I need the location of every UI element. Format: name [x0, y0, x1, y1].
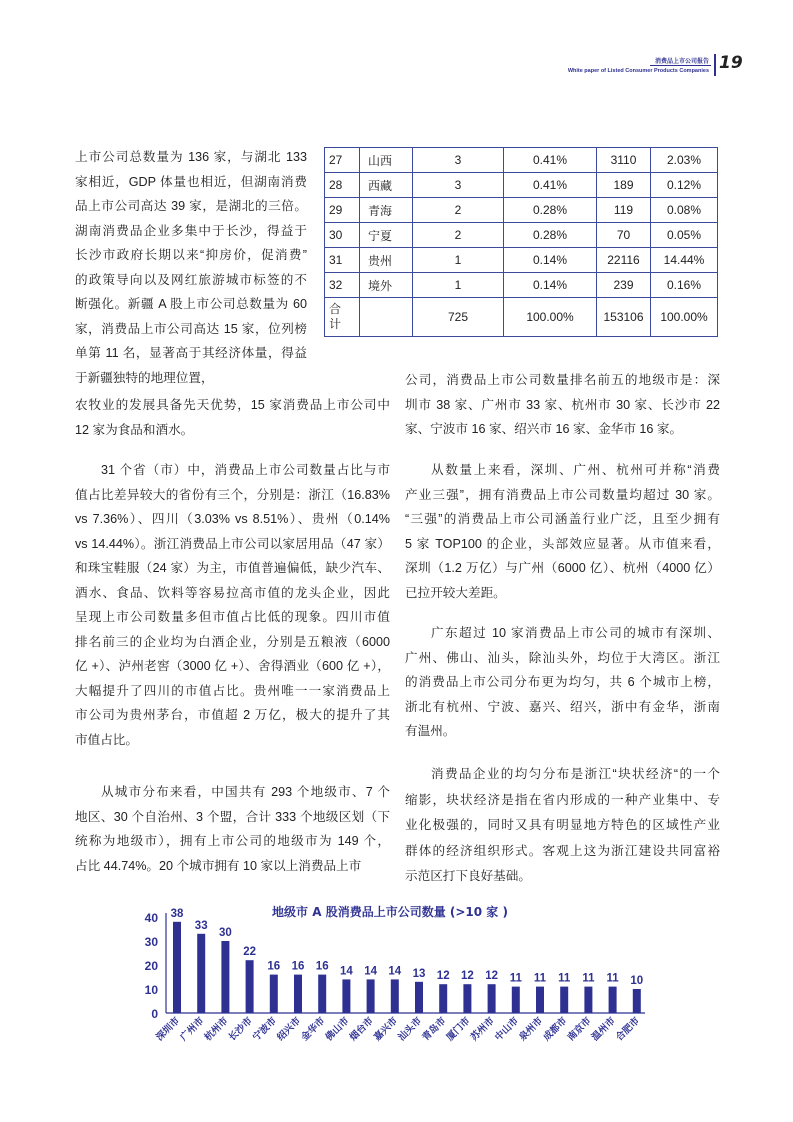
table-cell — [413, 223, 504, 248]
data-label: 14 — [388, 965, 402, 978]
cell-text: 0.08% — [666, 203, 702, 217]
text-line: 群体的经济组织形式。客观上这为浙江建设共同富裕 — [405, 843, 720, 858]
bar-杭州市 — [221, 941, 229, 1013]
text-line: 示范区打下良好基础。 — [405, 869, 531, 883]
paragraph-guangdong-zhejiang — [405, 621, 720, 744]
bar-泉州市 — [536, 987, 544, 1013]
text-line: 家、宁波市 16 家、绍兴市 16 家、金华市 16 家。 — [405, 422, 683, 436]
bar-长沙市 — [246, 960, 254, 1013]
cell-text: 0.05% — [666, 228, 702, 242]
cell-text: 西藏 — [368, 178, 393, 193]
x-tick-label: 嘉兴市 — [371, 1015, 400, 1044]
data-label: 33 — [194, 919, 208, 932]
bar-南京市 — [584, 987, 592, 1013]
paragraph-hunan-xinjiang — [75, 145, 307, 390]
text-line: 大幅提升了四川的市值占比。贵州唯一一家消费品上 — [75, 683, 390, 698]
table-cell — [597, 173, 651, 198]
bar-青岛市 — [439, 984, 447, 1013]
table-cell — [504, 273, 597, 298]
cell-text: 119 — [613, 203, 634, 217]
table-row — [325, 298, 718, 337]
table-cell — [413, 248, 504, 273]
cell-text: 32 — [329, 278, 343, 292]
cell-text: 725 — [447, 310, 469, 324]
x-tick-label: 广州市 — [178, 1015, 207, 1044]
text-line: 家，消费品上市公司高达 15 家，位列榜 — [75, 321, 307, 336]
cell-text: 28 — [329, 178, 343, 192]
text-line: 的政策导向以及网红旅游城市标签的不 — [75, 272, 307, 287]
text-line: 消费品企业的均匀分布是浙江“块状经济“的一个 — [431, 767, 720, 781]
x-tick-label: 宁波市 — [250, 1015, 279, 1044]
table-cell — [360, 248, 413, 273]
city-bar-chart — [130, 895, 650, 1065]
text-line: 从城市分布来看，中国共有 293 个地级市、7 个 — [101, 785, 390, 799]
x-tick-label: 中山市 — [492, 1015, 521, 1044]
text-line: 排名前三的企业均为白酒企业，分别是五粮液（6000 — [75, 634, 390, 649]
paragraph-province-gap — [75, 458, 390, 752]
bar-深圳市 — [173, 922, 181, 1013]
x-tick-label: 深圳市 — [154, 1015, 183, 1044]
text-line: 12 家为食品和酒水。 — [75, 422, 194, 437]
table-cell — [597, 148, 651, 173]
table-cell — [325, 273, 360, 298]
data-label: 11 — [533, 972, 547, 985]
bar-宁波市 — [270, 975, 278, 1013]
data-label: 12 — [436, 970, 450, 983]
table-row — [325, 173, 718, 198]
cell-text: 境外 — [368, 278, 393, 293]
table-cell — [504, 223, 597, 248]
table-cell — [597, 198, 651, 223]
cell-text: 2.03% — [666, 153, 702, 167]
table-cell — [413, 273, 504, 298]
x-tick-label: 厦门市 — [444, 1015, 473, 1044]
x-tick-label: 佛山市 — [323, 1015, 352, 1044]
bar-苏州市 — [488, 984, 496, 1013]
text-line: 酒水、食品、饮料等容易拉高市值的龙头企业，因此 — [75, 585, 390, 600]
text-line: 单第 11 名，显著高于其经济体量，得益 — [75, 346, 307, 360]
x-tick-label: 成都市 — [541, 1015, 570, 1044]
table-cell — [651, 273, 718, 298]
page-number: 19 — [719, 53, 743, 73]
x-tick-label: 合肥市 — [613, 1015, 642, 1044]
cell-text: 0.28% — [532, 203, 568, 217]
text-line: 31 个省（市）中，消费品上市公司数量占比与市 — [101, 463, 390, 477]
cell-text: 189 — [613, 178, 634, 192]
bar-中山市 — [512, 987, 520, 1013]
table-cell — [413, 298, 504, 337]
data-label: 11 — [558, 972, 571, 985]
text-line: 市公司为贵州茅台，市值超 2 万亿，极大的提升了其 — [75, 708, 390, 722]
cell-text: 1 — [454, 278, 462, 292]
table-cell — [360, 298, 413, 337]
table-cell — [360, 223, 413, 248]
text-line: vs 7.36%）、四川（3.03% vs 8.51%）、贵州（0.14% — [75, 512, 390, 526]
paragraph-top-five-cities — [405, 368, 720, 442]
data-label: 14 — [340, 965, 353, 978]
x-tick-label: 青岛市 — [420, 1015, 449, 1044]
cell-text: 2 — [454, 228, 462, 242]
table-cell — [413, 173, 504, 198]
text-line: 浙北有杭州、宁波、嘉兴、绍兴，浙中有金华，浙南 — [405, 699, 720, 714]
table-cell — [651, 298, 718, 337]
text-line: 深圳（1.2 万亿）与广州（6000 亿）、杭州（4000 亿） — [405, 561, 720, 575]
paragraph-xinjiang-cont — [75, 393, 390, 442]
cell-text: 22116 — [607, 253, 640, 267]
text-line: 地区、30 个自治州、3 个盟，合计 333 个地级区划（下 — [75, 809, 390, 824]
table-cell — [325, 248, 360, 273]
text-line: 业化极强的，同时又具有明显地方特色的区域性产业 — [405, 818, 720, 832]
report-title-cn: 消费品上市公司报告 — [654, 59, 709, 65]
data-label: 12 — [485, 970, 498, 983]
table-row — [325, 273, 718, 298]
text-line: 有温州。 — [405, 724, 456, 738]
cell-text: 27 — [329, 153, 343, 167]
cell-text: 宁夏 — [368, 228, 393, 243]
table-cell — [504, 173, 597, 198]
text-line: 产业三强”，拥有消费品上市公司数量均超过 30 家。 — [405, 487, 720, 502]
table-row — [325, 198, 718, 223]
cell-text: 31 — [329, 253, 343, 267]
x-tick-label: 汕头市 — [396, 1015, 425, 1044]
cell-text: 青海 — [368, 203, 393, 218]
table-cell — [325, 223, 360, 248]
x-tick-label: 苏州市 — [468, 1015, 497, 1044]
table-row — [325, 223, 718, 248]
data-label: 16 — [267, 960, 281, 973]
cell-text: 0.41% — [532, 153, 568, 167]
table-cell — [597, 248, 651, 273]
province-table — [324, 147, 718, 337]
data-label: 22 — [243, 946, 256, 959]
paragraph-block-economy — [405, 762, 720, 890]
x-tick-label: 温州市 — [589, 1015, 618, 1044]
data-label: 11 — [509, 972, 522, 985]
data-label: 13 — [412, 967, 426, 980]
cell-text: 1 — [454, 253, 462, 267]
cell-text: 153106 — [603, 310, 644, 324]
cell-text: 30 — [329, 228, 343, 242]
text-line: 断强化。新疆 A 股上市公司总数量为 60 — [75, 297, 307, 311]
text-line: 亿 +）、泸州老窖（3000 亿 +）、舍得酒业（600 亿 +）， — [75, 659, 390, 673]
text-line: 已拉开较大差距。 — [405, 585, 506, 600]
data-label: 14 — [364, 965, 377, 978]
bar-成都市 — [560, 987, 568, 1013]
cell-text: 0.41% — [532, 178, 568, 192]
x-tick-label: 南京市 — [565, 1015, 594, 1044]
table-row — [325, 248, 718, 273]
cell-text: 山西 — [368, 153, 393, 168]
cell-text: 2 — [454, 203, 462, 217]
text-line: 值占比差异较大的省份有三个，分别是：浙江（16.83% — [75, 487, 390, 502]
cell-text: 0.14% — [532, 278, 568, 292]
table-cell — [504, 148, 597, 173]
cell-text: 3 — [454, 178, 462, 192]
text-line: 农牧业的发展具备先天优势，15 家消费品上市公司中 — [75, 398, 390, 412]
cell-text: 合计 — [329, 302, 342, 331]
cell-text: 70 — [616, 228, 631, 242]
text-line: 品上市公司高达 39 家，是湖北的三倍。 — [75, 199, 307, 213]
cell-text: 贵州 — [368, 253, 393, 268]
text-line: 占比 44.74%。20 个城市拥有 10 家以上消费品上市 — [75, 858, 362, 873]
bar-金华市 — [318, 975, 326, 1013]
y-tick-label: 30 — [144, 935, 158, 949]
text-line: “三强”的消费品上市公司涵盖行业广泛，且至少拥有 — [405, 512, 720, 526]
cell-text: 239 — [613, 278, 634, 292]
bar-绍兴市 — [294, 975, 302, 1013]
table-cell — [360, 173, 413, 198]
cell-text: 3110 — [610, 153, 637, 167]
table-cell — [360, 198, 413, 223]
text-line: 于新疆独特的地理位置， — [75, 370, 214, 385]
cell-text: 100.00% — [660, 310, 708, 324]
text-line: 的消费品上市公司分布更为均匀，共 6 个城市上榜， — [405, 675, 720, 689]
data-label: 10 — [630, 975, 644, 987]
text-line: 缩影，块状经济是指在省内形成的一种产业集中、专 — [405, 792, 720, 807]
text-line: 家相近，GDP 体量也相近，但湖南消费 — [75, 174, 307, 189]
text-line: 市值占比。 — [75, 732, 138, 747]
text-line: 从数量上来看，深圳、广州、杭州可并称“消费 — [431, 463, 720, 477]
cell-text: 0.16% — [666, 278, 702, 292]
bar-合肥市 — [633, 989, 641, 1013]
text-line: vs 14.44%）。浙江消费品上市公司以家居用品（47 家） — [75, 536, 390, 551]
text-line: 湖南消费品企业多集中于长沙，得益于 — [75, 223, 307, 238]
cell-text: 0.12% — [666, 178, 702, 192]
x-tick-label: 长沙市 — [226, 1015, 255, 1044]
bar-厦门市 — [463, 984, 471, 1013]
table-row — [325, 148, 718, 173]
text-line: 统称为地级市），拥有上市公司的地级市为 149 个， — [75, 834, 390, 848]
text-line: 呈现上市公司数量多但市值占比低的现象。四川市值 — [75, 610, 390, 624]
bar-广州市 — [197, 934, 205, 1013]
table-cell — [504, 198, 597, 223]
data-label: 12 — [461, 970, 474, 983]
data-label: 38 — [170, 907, 184, 920]
data-label: 11 — [606, 972, 619, 985]
table-cell — [413, 148, 504, 173]
table-cell — [504, 298, 597, 337]
cell-text: 0.28% — [532, 228, 568, 242]
table-cell — [597, 273, 651, 298]
text-line: 广东超过 10 家消费品上市公司的城市有深圳、 — [431, 626, 720, 640]
report-title-en: White paper of Listed Consumer Products Companies — [567, 68, 709, 74]
text-line: 长沙市政府长期以来“抑房价，促消费” — [75, 248, 307, 262]
text-line: 5 家 TOP100 的企业，头部效应显著。从市值来看， — [405, 536, 720, 551]
bar-佛山市 — [342, 979, 350, 1013]
header-rule — [650, 65, 711, 66]
table-cell — [651, 173, 718, 198]
text-line: 上市公司总数量为 136 家，与湖北 133 — [75, 150, 307, 164]
data-label: 30 — [219, 927, 232, 939]
cell-text: 29 — [329, 203, 343, 217]
table-cell — [651, 148, 718, 173]
table-cell — [651, 223, 718, 248]
x-tick-label: 绍兴市 — [275, 1015, 304, 1044]
y-tick-label: 20 — [144, 959, 158, 973]
cell-text: 14.44% — [663, 253, 705, 267]
table-cell — [413, 198, 504, 223]
table-cell — [504, 248, 597, 273]
table-cell — [597, 223, 651, 248]
y-tick-label: 10 — [144, 983, 158, 997]
table-cell — [360, 273, 413, 298]
data-label: 16 — [291, 960, 305, 973]
header-divider — [714, 54, 716, 76]
text-line: 和珠宝鞋服（24 家）为主，市值普遍偏低，缺少汽车、 — [75, 561, 390, 575]
x-tick-label: 泉州市 — [517, 1015, 546, 1044]
table-cell — [651, 248, 718, 273]
paragraph-three-strong — [405, 458, 720, 605]
table-cell — [597, 298, 651, 337]
chart-title: 地级市 A 股消费品上市公司数量 (>10 家 ) — [272, 905, 508, 919]
table-cell — [325, 298, 360, 337]
table-cell — [325, 173, 360, 198]
bar-烟台市 — [367, 979, 375, 1013]
table-cell — [325, 198, 360, 223]
y-tick-label: 0 — [151, 1007, 158, 1021]
x-tick-label: 烟台市 — [347, 1015, 376, 1044]
bar-汕头市 — [415, 982, 423, 1013]
table-cell — [651, 198, 718, 223]
table-cell — [325, 148, 360, 173]
text-line: 公司，消费品上市公司数量排名前五的地级市是：深 — [405, 373, 720, 387]
bar-嘉兴市 — [391, 979, 399, 1013]
bar-温州市 — [609, 987, 617, 1013]
data-label: 11 — [582, 972, 595, 985]
data-label: 16 — [315, 960, 329, 973]
x-tick-label: 金华市 — [299, 1015, 328, 1044]
table-cell — [360, 148, 413, 173]
text-line: 圳市 38 家、广州市 33 家、杭州市 30 家、长沙市 22 — [405, 397, 720, 412]
cell-text: 100.00% — [526, 310, 574, 324]
paragraph-city-distribution — [75, 780, 390, 878]
y-tick-label: 40 — [144, 911, 158, 925]
cell-text: 3 — [454, 153, 462, 167]
cell-text: 0.14% — [532, 253, 568, 267]
x-tick-label: 杭州市 — [202, 1015, 231, 1044]
text-line: 广州、佛山、汕头，除汕头外，均位于大湾区。浙江 — [405, 650, 720, 665]
